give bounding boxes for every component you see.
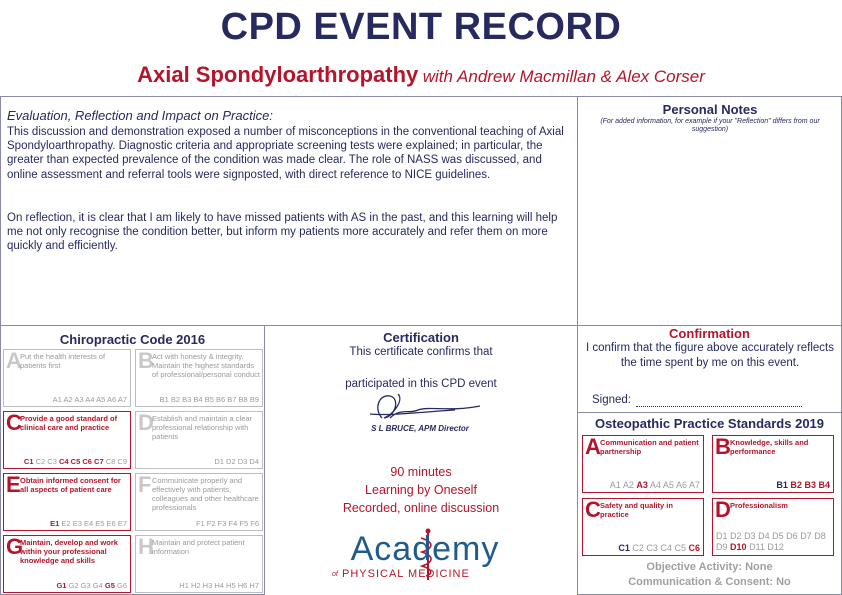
confirmation-title: Confirmation [669, 326, 750, 341]
chiro-code: H2 [190, 581, 201, 590]
chiro-code: G5 [104, 581, 115, 590]
chiro-code: B8 [238, 395, 248, 404]
osteo-code: B3 [804, 480, 816, 490]
chiro-code: G4 [92, 581, 103, 590]
osteo-code: D8 [814, 531, 826, 541]
signatory-name: S L BRUCE, APM Director [371, 424, 469, 433]
chiro-code: G2 [68, 581, 79, 590]
learning-type: Learning by Oneself [365, 483, 477, 497]
chiro-letter: C [6, 410, 22, 435]
chiro-codes [196, 519, 259, 528]
osteo-code: D3 [744, 531, 756, 541]
chiro-code: G6 [116, 581, 127, 590]
chiro-code: H7 [249, 581, 259, 590]
objective-activity-label: Objective Activity: [646, 561, 742, 573]
chiro-code: F3 [217, 519, 227, 528]
chiro-code: H1 [179, 581, 189, 590]
chiro-code: B5 [204, 395, 214, 404]
osteo-code: D1 [716, 531, 728, 541]
osteo-code: B4 [818, 480, 830, 490]
chiro-code: B3 [182, 395, 192, 404]
osteo-letter: A [585, 434, 601, 459]
communication-consent-label: Communication & Consent: [628, 576, 774, 588]
chiro-description: Provide a good standard of clinical care and practice [20, 414, 118, 432]
chiro-code: F4 [228, 519, 238, 528]
chiro-code: C4 [58, 457, 69, 466]
chiro-codes [179, 581, 259, 590]
osteo-code: C5 [674, 543, 686, 553]
chiro-letter: G [6, 534, 24, 559]
director-signature [360, 388, 490, 426]
osteo-code: D10 [730, 542, 747, 552]
osteo-code: A2 [622, 480, 634, 490]
osteo-code: C3 [646, 543, 658, 553]
chiro-description: Maintain and protect patient information [152, 538, 245, 556]
chiro-description: Act with honesty & integrity. Maintain the highest standards of professional/personal conduct [152, 352, 260, 379]
chiro-code: A7 [117, 395, 127, 404]
osteo-code: A4 [649, 480, 661, 490]
osteo-description: Communication and patient partnership [600, 438, 699, 456]
chiro-description: Establish and maintain a clear professional relationship with patients [152, 414, 253, 441]
chiro-code: A2 [63, 395, 73, 404]
chiro-code: D4 [249, 457, 259, 466]
chiro-code: H4 [214, 581, 224, 590]
osteo-box-b [712, 435, 834, 493]
chiro-code: C7 [94, 457, 104, 466]
osteo-code: D2 [730, 531, 742, 541]
chiro-codes [56, 581, 127, 590]
chiro-code: C3 [47, 457, 57, 466]
chiro-code: A3 [74, 395, 84, 404]
chiro-code: E7 [117, 519, 127, 528]
chiro-code: H5 [226, 581, 236, 590]
osteo-code: C1 [618, 543, 630, 553]
osteo-code: D7 [800, 531, 812, 541]
logo-wordmark: Academy [350, 530, 500, 568]
chiro-code: C1 [23, 457, 34, 466]
chiro-box-h [135, 535, 263, 593]
chiro-code: F1 [195, 519, 205, 528]
osteo-codes [716, 531, 834, 553]
chiro-code: B7 [227, 395, 237, 404]
academy-logo [330, 528, 520, 588]
osteo-code: B1 [776, 480, 788, 490]
osteo-codes [618, 543, 700, 553]
osteo-box-d [712, 498, 834, 556]
chiro-code: A4 [85, 395, 95, 404]
chiro-letter: D [138, 410, 154, 435]
evaluation-paragraph-1: This discussion and demonstration exposed a number of misconceptions in the conventional teaching of Axial Spondyloarthropathy. Diagnostic criteria and appropriate screening tests were explained; in particular, the greater than expected prevalence of the condition was made clear. The role of NASS was discussed, and online assessment and referral tools were signposted, with direct reference to NICE guidelines. [7, 126, 564, 181]
signature-field[interactable] [636, 406, 802, 407]
chiro-code: B1 [159, 395, 169, 404]
chiro-code: E6 [106, 519, 116, 528]
osteo-letter: D [715, 497, 731, 522]
personal-notes-title: Personal Notes [662, 102, 758, 117]
chiro-code: F6 [250, 519, 259, 528]
osteo-description: Safety and quality in practice [600, 501, 673, 519]
osteo-code: A7 [688, 480, 700, 490]
certification-title: Certification [383, 330, 459, 345]
chiro-code: B9 [249, 395, 259, 404]
osteo-description: Professionalism [730, 501, 788, 510]
chiro-code: F2 [206, 519, 216, 528]
event-presenters: with Andrew Macmillan & Alex Corser [422, 67, 705, 86]
certification-line-2: participated in this CPD event [345, 378, 497, 390]
osteo-code: C6 [688, 543, 700, 553]
chiro-code: C8 [105, 457, 116, 466]
chiro-code: F5 [239, 519, 249, 528]
osteo-letter: B [715, 434, 731, 459]
chiro-code: D2 [226, 457, 236, 466]
chiro-box-d [135, 411, 263, 469]
chiro-code: E4 [83, 519, 94, 528]
chiro-box-f [135, 473, 263, 531]
communication-consent-value: No [776, 576, 791, 588]
chiro-description: Obtain informed consent for all aspects of patient care [20, 476, 121, 494]
osteo-code: C4 [660, 543, 672, 553]
communication-consent [577, 575, 842, 590]
chiro-codes [24, 457, 127, 466]
chiro-code: G3 [80, 581, 91, 590]
chiro-codes [50, 519, 127, 528]
objective-activity-value: None [745, 561, 773, 573]
chiro-codes [53, 395, 127, 404]
chiro-letter: H [138, 534, 154, 559]
chiro-box-a [3, 349, 131, 407]
osteo-code: D6 [786, 531, 798, 541]
osteo-letter: C [585, 497, 601, 522]
chiro-box-c [3, 411, 131, 469]
chiro-code: C5 [70, 457, 81, 466]
osteo-code: A1 [609, 480, 621, 490]
chiro-code: D3 [237, 457, 248, 466]
chiro-description: Maintain, develop and work within your professional knowledge and skills [20, 538, 118, 565]
chiro-code: E1 [50, 519, 60, 528]
osteo-code: D11 [749, 542, 765, 552]
osteo-code: A3 [636, 480, 648, 490]
certification-line-1: This certificate confirms that [349, 346, 493, 358]
event-subtitle [0, 62, 842, 88]
chiro-letter: A [6, 348, 22, 373]
confirmation-text: I confirm that the figure above accurately reflects the time spent by me on this event. [585, 342, 834, 369]
osteo-code: D5 [772, 531, 784, 541]
osteopathic-title: Osteopathic Practice Standards 2019 [594, 416, 825, 431]
evaluation-paragraph-2: On reflection, it is clear that I am likely to have missed patients with AS in the past, and this learning will help me not only recognise the condition better, but inform my patients more accurately and refer them on more quickly and efficiently. [7, 212, 558, 253]
chiro-code: B6 [215, 395, 226, 404]
chiro-code: A6 [106, 395, 117, 404]
chiro-code: A1 [52, 395, 62, 404]
page-title: CPD EVENT RECORD [220, 6, 622, 48]
chiro-codes [214, 457, 259, 466]
chiro-code: D1 [214, 457, 224, 466]
evaluation-heading: Evaluation, Reflection and Impact on Practice: [7, 108, 273, 123]
chiro-codes [160, 395, 259, 404]
chiro-code: H6 [237, 581, 248, 590]
osteo-code: B2 [790, 480, 802, 490]
chiro-box-b [135, 349, 263, 407]
chiro-code: C6 [82, 457, 92, 466]
chiro-code: B4 [193, 395, 203, 404]
osteo-codes [776, 480, 830, 490]
logo-of: of [332, 571, 338, 578]
event-format: Recorded, online discussion [342, 501, 500, 515]
osteo-box-c [582, 498, 704, 556]
event-duration: 90 minutes [390, 465, 452, 479]
chiro-code: E3 [72, 519, 82, 528]
chiro-code: G1 [56, 581, 67, 590]
logo-subtitle: PHYSICAL MEDICINE [342, 568, 470, 580]
osteo-code: D9 [716, 542, 728, 552]
chiro-letter: B [138, 348, 154, 373]
signed-label: Signed: [592, 394, 632, 406]
chiro-box-g [3, 535, 131, 593]
osteo-code: D12 [767, 542, 784, 552]
osteo-code: A6 [675, 480, 687, 490]
chiro-code: E2 [61, 519, 71, 528]
chiro-code: C2 [35, 457, 46, 466]
chiro-box-e [3, 473, 131, 531]
chiropractic-title: Chiropractic Code 2016 [59, 332, 206, 347]
osteo-description: Knowledge, skills and performance [730, 438, 809, 456]
chiro-code: B2 [170, 395, 181, 404]
chiro-description: Put the health interests of patients first [20, 352, 106, 370]
chiro-letter: E [6, 472, 21, 497]
chiro-description: Communicate properly and effectively with patients, colleagues and other healthcare professionals [152, 476, 259, 512]
personal-notes-hint: (For added information, for example if your "Reflection" differs from our suggestion) [600, 118, 820, 133]
chiro-code: H3 [202, 581, 213, 590]
chiro-code: E5 [95, 519, 105, 528]
osteo-box-a [582, 435, 704, 493]
chiro-code: C9 [117, 457, 127, 466]
osteo-code: A5 [662, 480, 674, 490]
event-subject: Axial Spondyloarthropathy [137, 62, 419, 87]
osteo-code: D4 [758, 531, 770, 541]
chiro-code: A5 [96, 395, 106, 404]
osteo-codes [610, 480, 700, 490]
chiro-letter: F [138, 472, 152, 497]
osteo-code: C2 [632, 543, 644, 553]
objective-activity [577, 560, 842, 575]
